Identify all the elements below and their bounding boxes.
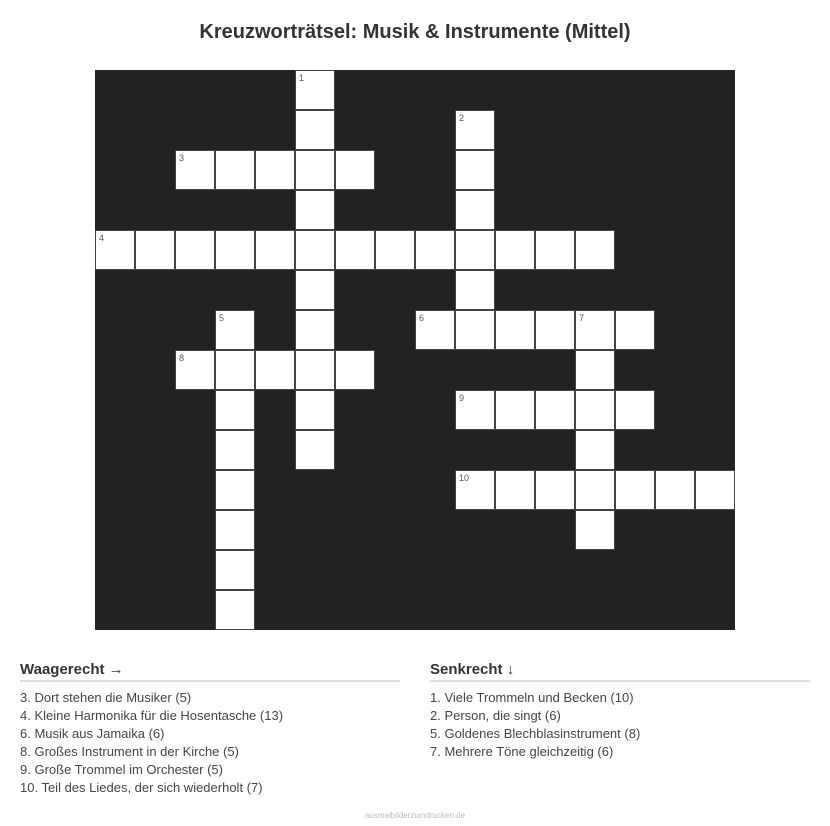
grid-cell[interactable] <box>295 350 335 390</box>
clue-number: 2 <box>459 113 465 123</box>
grid-cell[interactable] <box>175 230 215 270</box>
grid-cell[interactable] <box>295 390 335 430</box>
grid-cell[interactable] <box>215 550 255 590</box>
grid-cell[interactable] <box>215 470 255 510</box>
grid-cell[interactable] <box>95 230 135 270</box>
grid-cell[interactable] <box>455 470 495 510</box>
grid-cell[interactable] <box>415 310 455 350</box>
grid-cell[interactable] <box>455 110 495 150</box>
grid-cell[interactable] <box>335 350 375 390</box>
grid-cell[interactable] <box>695 470 735 510</box>
grid-cell[interactable] <box>215 150 255 190</box>
clues-down-heading: Senkrecht ↓ <box>430 661 810 682</box>
footer-credit: ausmalbilderzumdrucken.de <box>364 811 466 820</box>
grid-cell[interactable] <box>295 150 335 190</box>
clue-number: 3 <box>179 153 185 163</box>
grid-cell[interactable] <box>575 350 615 390</box>
clues-across-section <box>20 661 400 797</box>
grid-cell[interactable] <box>455 310 495 350</box>
grid-cell[interactable] <box>215 590 255 630</box>
grid-cell[interactable] <box>575 390 615 430</box>
grid-cell[interactable] <box>615 310 655 350</box>
grid-cell[interactable] <box>495 390 535 430</box>
clues-across-heading: Waagerecht → <box>20 661 400 682</box>
grid-cell[interactable] <box>655 470 695 510</box>
clue-down: 7. Mehrere Töne gleichzeitig (6) <box>430 744 614 759</box>
grid-cell[interactable] <box>575 470 615 510</box>
grid-cell[interactable] <box>255 150 295 190</box>
clue-number: 7 <box>579 313 585 323</box>
grid-cell[interactable] <box>335 150 375 190</box>
clue-across: 6. Musik aus Jamaika (6) <box>20 726 165 741</box>
grid-cell[interactable] <box>455 190 495 230</box>
clue-number: 4 <box>99 233 105 243</box>
grid-cell[interactable] <box>495 310 535 350</box>
grid-cell[interactable] <box>215 390 255 430</box>
grid-cell[interactable] <box>495 230 535 270</box>
clues-across-list <box>20 689 400 797</box>
grid-cell[interactable] <box>455 150 495 190</box>
grid-cell[interactable] <box>575 510 615 550</box>
clue-down: 5. Goldenes Blechblasinstrument (8) <box>430 726 641 741</box>
grid-cell[interactable] <box>295 430 335 470</box>
grid-cell[interactable] <box>215 230 255 270</box>
grid-cell[interactable] <box>215 430 255 470</box>
clue-across: 3. Dort stehen die Musiker (5) <box>20 690 192 705</box>
grid-cell[interactable] <box>295 110 335 150</box>
grid-cell[interactable] <box>135 230 175 270</box>
page-title: Kreuzworträtsel: Musik & Instrumente (Mittel) <box>199 21 631 43</box>
clue-number: 1 <box>299 73 305 83</box>
grid-cell[interactable] <box>215 510 255 550</box>
grid-cell[interactable] <box>455 390 495 430</box>
grid-cell[interactable] <box>455 270 495 310</box>
grid-cell[interactable] <box>375 230 415 270</box>
clue-across: 10. Teil des Liedes, der sich wiederholt (7) <box>20 780 263 795</box>
clue-number: 10 <box>459 473 470 483</box>
clues-down-list <box>430 689 810 761</box>
grid-cell[interactable] <box>175 350 215 390</box>
grid-cell[interactable] <box>415 230 455 270</box>
clue-number: 9 <box>459 393 465 403</box>
grid-cell[interactable] <box>455 230 495 270</box>
clue-number: 6 <box>419 313 425 323</box>
clues-down-section <box>430 661 810 761</box>
grid-cell[interactable] <box>215 310 255 350</box>
grid-cell[interactable] <box>335 230 375 270</box>
grid-cell[interactable] <box>175 150 215 190</box>
grid-cell[interactable] <box>615 470 655 510</box>
grid-cell[interactable] <box>535 470 575 510</box>
crossword-grid <box>95 70 735 630</box>
clue-number: 5 <box>219 313 225 323</box>
grid-cell[interactable] <box>295 230 335 270</box>
clue-number: 8 <box>179 353 185 363</box>
grid-cell[interactable] <box>575 230 615 270</box>
clue-across: 8. Großes Instrument in der Kirche (5) <box>20 744 239 759</box>
clue-across: 4. Kleine Harmonika für die Hosentasche (13) <box>20 708 284 723</box>
grid-cell[interactable] <box>295 270 335 310</box>
clue-down: 2. Person, die singt (6) <box>430 708 561 723</box>
grid-cell[interactable] <box>255 350 295 390</box>
grid-cell[interactable] <box>575 310 615 350</box>
grid-cell[interactable] <box>295 190 335 230</box>
grid-cell[interactable] <box>495 470 535 510</box>
clue-down: 1. Viele Trommeln und Becken (10) <box>430 690 634 705</box>
clue-across: 9. Große Trommel im Orchester (5) <box>20 762 223 777</box>
grid-cell[interactable] <box>215 350 255 390</box>
grid-cell[interactable] <box>535 390 575 430</box>
grid-cell[interactable] <box>535 310 575 350</box>
grid-cell[interactable] <box>575 430 615 470</box>
grid-cell[interactable] <box>295 70 335 110</box>
grid-cell[interactable] <box>615 390 655 430</box>
grid-cell[interactable] <box>295 310 335 350</box>
grid-cell[interactable] <box>535 230 575 270</box>
grid-cell[interactable] <box>255 230 295 270</box>
